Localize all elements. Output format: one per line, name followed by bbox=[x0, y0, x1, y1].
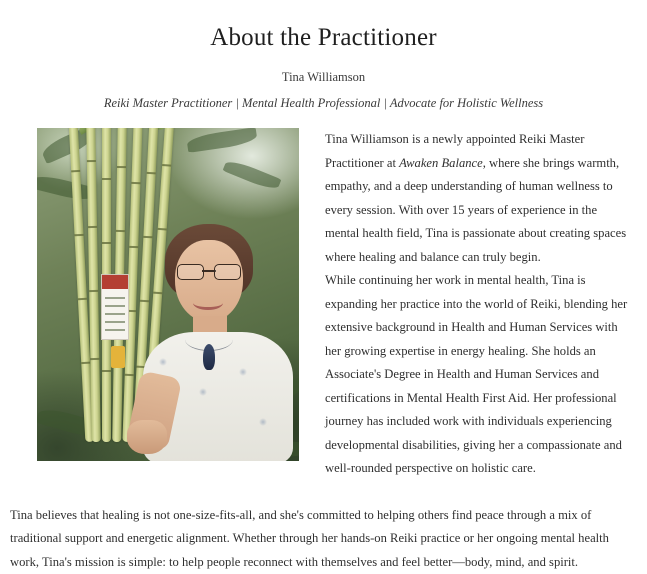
page-title: About the Practitioner bbox=[0, 0, 647, 52]
practitioner-roles: Reiki Master Practitioner | Mental Health Professional | Advocate for Holistic Wellness bbox=[0, 96, 647, 111]
practitioner-name: Tina Williamson bbox=[0, 70, 647, 85]
closing-paragraph: Tina believes that healing is not one-size-fits-all, and she's committed to helping others find peace through a mix of traditional support and energetic alignment. Whether through her hands-on Reiki practice or her ongoing mental health work, Tina's mission is simple: to help people reconnect with themselves and feel better—body, mind, and spirit. bbox=[10, 504, 627, 574]
plant-care-tag bbox=[101, 274, 129, 340]
business-name: Awaken Balance bbox=[399, 156, 483, 170]
body-paragraph-1-part-2: , where she brings warmth, empathy, and a deep understanding of human wellness to every session. With over 15 years of experience in the mental health field, Tina is passionate about creating spaces where healing and balance can truly begin. bbox=[325, 156, 626, 264]
price-tag bbox=[111, 346, 125, 368]
hand bbox=[127, 420, 167, 454]
body-paragraph-1-part-1: Tina Williamson is a newly appointed Reiki Master Practitioner at bbox=[325, 132, 584, 170]
practitioner-figure bbox=[133, 224, 299, 461]
closing-section bbox=[0, 504, 647, 574]
eyeglasses bbox=[177, 264, 241, 278]
pendant bbox=[203, 344, 215, 370]
body-paragraph-2: While continuing her work in mental health, Tina is expanding her practice into the world of Reiki, blending her extensive background in Health and Human Services with her growing expertise in energy healing. She holds an Associate's Degree in Health and Human Services and certifications in Mental Health First Aid. Her professional journey has included work with individuals experiencing developmental disabilities, giving her a compassionate and well-rounded perspective on holistic care. bbox=[325, 269, 629, 481]
smile bbox=[193, 296, 223, 310]
practitioner-photo bbox=[37, 128, 299, 461]
body-paragraph-1 bbox=[325, 128, 629, 269]
body-text bbox=[299, 128, 629, 481]
content-row bbox=[0, 128, 647, 481]
